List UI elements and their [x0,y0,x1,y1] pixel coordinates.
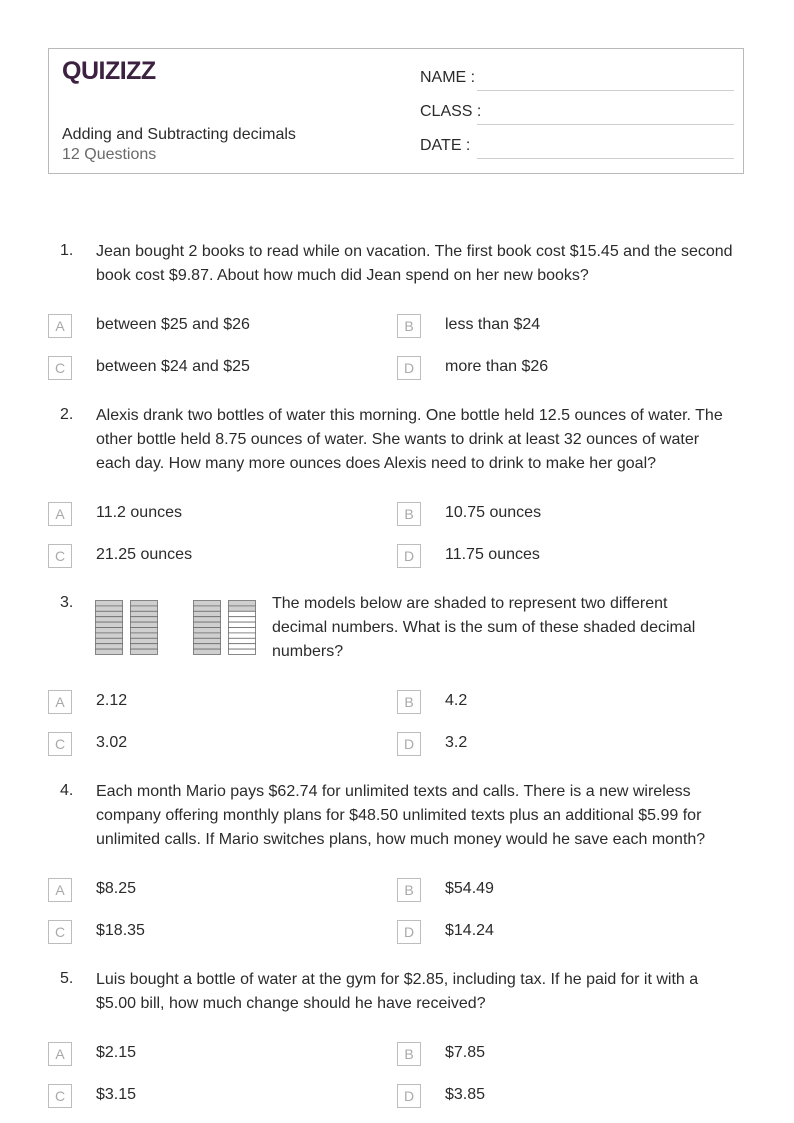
tenth-strip [194,601,221,606]
tenth-strip [96,644,123,649]
worksheet-title: Adding and Subtracting decimals [62,126,296,143]
option-letter: A [48,502,72,526]
option-letter: C [48,544,72,568]
option-letter: D [397,544,421,568]
option-c[interactable] [48,1084,348,1108]
question-number: 5. [60,970,74,987]
name-line [477,90,734,91]
decimal-model-1 [95,600,159,656]
option-letter: D [397,356,421,380]
tenth-strip [194,638,221,643]
option-text: $18.35 [96,922,145,939]
option-text: between $25 and $26 [96,316,250,333]
option-text: 11.2 ounces [96,504,182,521]
option-b[interactable] [397,502,697,526]
option-d[interactable] [397,1084,697,1108]
tenth-strip [131,633,158,638]
tenth-strip [229,617,256,622]
question-number: 4. [60,782,74,799]
option-d[interactable] [397,356,697,380]
option-letter: A [48,1042,72,1066]
option-text: 4.2 [445,692,468,709]
tenth-strip [131,617,158,622]
option-letter: B [397,502,421,526]
option-letter: B [397,1042,421,1066]
name-label: NAME : [420,69,476,86]
option-letter: D [397,1084,421,1108]
tenth-strip [194,622,221,627]
tenth-strip [96,622,123,627]
option-a[interactable] [48,1042,348,1066]
option-c[interactable] [48,544,348,568]
option-letter: B [397,690,421,714]
option-letter: C [48,920,72,944]
tenth-strip [229,628,256,633]
class-line [477,124,734,125]
option-text: less than $24 [445,316,541,333]
question-count: 12 Questions [62,146,157,163]
tenth-strip [131,649,158,654]
tenth-strip [194,644,221,649]
option-text: $3.15 [96,1086,137,1103]
tenth-strip [96,638,123,643]
question-text: Jean bought 2 books to read while on vacation. The first book cost $15.45 and the second book cost $9.87. About how much did Jean spend on her new books? [96,243,733,284]
tenth-strip [131,606,158,611]
option-letter: B [397,878,421,902]
question-number: 3. [60,594,74,611]
option-d[interactable] [397,732,697,756]
tenth-strip [229,606,256,611]
option-letter: A [48,878,72,902]
tenth-strip [96,649,123,654]
tenth-strip [131,611,158,616]
option-text: 2.12 [96,692,128,709]
decimal-model-2 [193,600,257,656]
option-letter: A [48,690,72,714]
option-b[interactable] [397,878,697,902]
tenth-strip [194,628,221,633]
date-label: DATE : [420,137,471,154]
tenth-strip [96,617,123,622]
tenth-strip [194,617,221,622]
name-field[interactable] [420,69,734,93]
option-a[interactable] [48,314,348,338]
option-text: between $24 and $25 [96,358,250,375]
option-letter: D [397,732,421,756]
question-number: 2. [60,406,74,423]
tenth-strip [96,628,123,633]
option-letter: A [48,314,72,338]
tenth-strip [229,611,256,616]
class-label: CLASS : [420,103,482,120]
tenth-strip [229,638,256,643]
tenth-strip [229,633,256,638]
question-text: Each month Mario pays $62.74 for unlimited texts and calls. There is a new wireless company offering monthly plans for $48.50 unlimited texts plus an additional $5.99 for unlimited calls. If Mario switches plans, how much money would he save each month? [96,783,706,848]
tenth-strip [194,633,221,638]
tenth-strip [131,622,158,627]
class-field[interactable] [420,103,734,127]
tenth-strip [229,622,256,627]
tenth-strip [229,649,256,654]
option-text: 3.02 [96,734,128,751]
quizizz-logo: QUIZIZZ [62,57,156,85]
option-letter: C [48,732,72,756]
tenth-strip [96,606,123,611]
tenth-strip [194,606,221,611]
option-a[interactable] [48,502,348,526]
option-text: $14.24 [445,922,494,939]
option-text: $8.25 [96,880,137,897]
tenth-strip [96,601,123,606]
option-text: $54.49 [445,880,494,897]
tenth-strip [229,644,256,649]
option-text: 21.25 ounces [96,546,193,563]
option-letter: B [397,314,421,338]
option-c[interactable] [48,732,348,756]
date-line [477,158,734,159]
option-text: $3.85 [445,1086,486,1103]
option-letter: C [48,1084,72,1108]
option-text: $7.85 [445,1044,486,1061]
option-letter: C [48,356,72,380]
option-d[interactable] [397,544,697,568]
tenth-strip [131,601,158,606]
question-number: 1. [60,242,74,259]
tenth-strip [131,628,158,633]
option-d[interactable] [397,920,697,944]
question-text: Alexis drank two bottles of water this morning. One bottle held 12.5 ounces of water. The other bottle held 8.75 ounces of water. She wants to drink at least 32 ounces of water each day. How many more ounces does Alexis need to drink to make her goal? [96,407,723,472]
option-b[interactable] [397,314,697,338]
option-text: 11.75 ounces [445,546,540,563]
option-b[interactable] [397,1042,697,1066]
tenth-strip [96,633,123,638]
option-b[interactable] [397,690,697,714]
question-text: Luis bought a bottle of water at the gym for $2.85, including tax. If he paid for it with a $5.00 bill, how much change should he have received? [96,971,699,1012]
tenth-strip [229,601,256,606]
tenth-strip [194,649,221,654]
option-text: 3.2 [445,734,468,751]
option-a[interactable] [48,878,348,902]
date-field[interactable] [420,137,734,161]
option-text: 10.75 ounces [445,504,542,521]
option-c[interactable] [48,920,348,944]
tenth-strip [131,638,158,643]
tenth-strip [194,611,221,616]
tenth-strip [96,611,123,616]
worksheet-header [48,48,744,174]
tenth-strip [131,644,158,649]
option-letter: D [397,920,421,944]
option-c[interactable] [48,356,348,380]
option-text: $2.15 [96,1044,137,1061]
option-a[interactable] [48,690,348,714]
question-text: The models below are shaded to represent two different decimal numbers. What is the sum of these shaded decimal numbers? [272,595,696,660]
option-text: more than $26 [445,358,549,375]
